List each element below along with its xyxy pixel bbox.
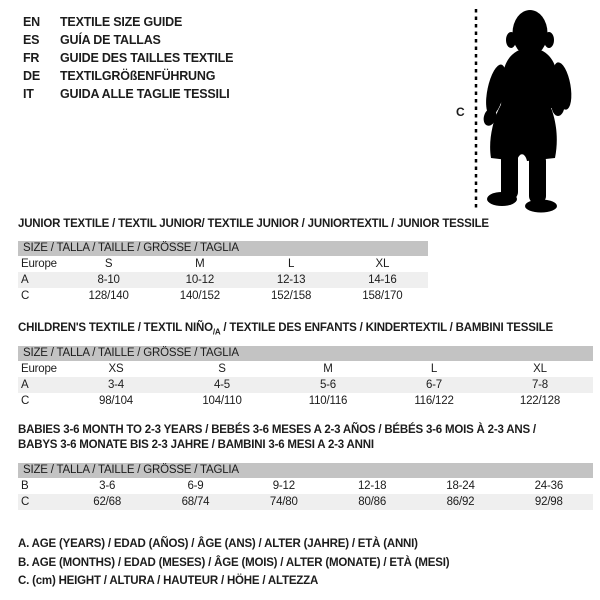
height-cell: 80/86 — [328, 494, 416, 510]
babies-size-table — [18, 463, 593, 510]
months-cell: 6-9 — [187, 480, 204, 492]
row-label: Europe — [21, 258, 57, 270]
children-heading-prefix: CHILDREN'S TEXTILE / TEXTIL NIÑO — [18, 322, 213, 334]
months-cell: 24-36 — [534, 480, 564, 492]
language-code: FR — [23, 51, 40, 65]
language-code: EN — [23, 15, 40, 29]
row-label: C — [18, 494, 63, 510]
age-cell: 8-10 — [63, 272, 154, 288]
size-cell: M — [323, 363, 333, 375]
height-cell: 74/80 — [240, 494, 328, 510]
size-header: SIZE / TALLA / TAILLE / GRÖSSE / TAGLIA — [18, 346, 593, 361]
table-row-europe — [18, 256, 428, 272]
height-cell: 98/104 — [99, 395, 133, 407]
guide-title: GUÍA DE TALLAS — [60, 33, 161, 47]
table-row-age — [18, 272, 428, 288]
footnote-age-months: B. AGE (MONTHS) / EDAD (MESES) / ÂGE (MOIS) / ALTER (MONATE) / ETÀ (MESI) — [18, 556, 450, 569]
size-cell: L — [430, 363, 438, 375]
months-cell: 3-6 — [99, 480, 116, 492]
table-row-height — [18, 288, 428, 304]
height-cell: 128/140 — [88, 290, 129, 302]
age-cell: 3-4 — [63, 377, 169, 393]
size-cell: S — [104, 258, 113, 270]
row-label: A — [18, 377, 63, 393]
language-row-de — [23, 67, 233, 85]
height-cell: 152/158 — [271, 290, 312, 302]
row-label: C — [21, 395, 30, 407]
footnote-height: C. (cm) HEIGHT / ALTURA / HAUTEUR / HÖHE / ALTEZZA — [18, 575, 319, 587]
size-cell: XL — [375, 258, 390, 270]
table-row-months — [18, 478, 593, 494]
junior-section-heading: JUNIOR TEXTILE / TEXTIL JUNIOR/ TEXTILE JUNIOR / JUNIORTEXTIL / JUNIOR TESSILE — [18, 218, 489, 230]
age-cell: 14-16 — [337, 272, 428, 288]
row-label: B — [21, 480, 29, 492]
months-cell: 18-24 — [446, 480, 475, 492]
table-row-europe — [18, 361, 593, 377]
table-row-height — [18, 393, 593, 409]
babies-section-heading — [18, 423, 536, 453]
children-section-heading — [18, 322, 553, 336]
height-cell: 86/92 — [416, 494, 504, 510]
row-label: C — [21, 290, 30, 302]
size-cell: XL — [533, 363, 547, 375]
height-cell: 158/170 — [362, 290, 403, 302]
height-cell: 116/122 — [414, 395, 454, 407]
age-cell: 6-7 — [381, 377, 487, 393]
language-row-en — [23, 13, 233, 31]
junior-size-table — [18, 241, 428, 304]
table-row-age — [18, 377, 593, 393]
age-cell: 4-5 — [169, 377, 275, 393]
guide-title: TEXTILE SIZE GUIDE — [60, 15, 183, 29]
language-row-it — [23, 85, 233, 103]
size-header-row — [18, 241, 428, 256]
row-label: Europe — [21, 363, 57, 375]
age-cell: 10-12 — [154, 272, 245, 288]
table-row-height — [18, 494, 593, 510]
language-code: ES — [23, 33, 40, 47]
children-size-table — [18, 346, 593, 409]
row-label: A — [18, 272, 63, 288]
babies-heading-line1: BABIES 3-6 MONTH TO 2-3 YEARS / BEBÉS 3-6 MESES A 2-3 AÑOS / BÉBÉS 3-6 MOIS À 2-3 ANS / — [18, 424, 536, 436]
footnote-legend — [18, 535, 449, 591]
height-cell: 122/128 — [519, 395, 561, 407]
age-cell: 12-13 — [246, 272, 337, 288]
footnote-age-years: A. AGE (YEARS) / EDAD (AÑOS) / ÂGE (ANS) / ALTER (JAHRE) / ETÀ (ANNI) — [18, 538, 418, 550]
height-cell: 62/68 — [63, 494, 151, 510]
age-cell: 7-8 — [487, 377, 593, 393]
height-cell: 140/152 — [179, 290, 220, 302]
guide-title: GUIDE DES TAILLES TEXTILE — [60, 51, 234, 65]
height-measure-label: C — [456, 105, 465, 119]
height-cell: 68/74 — [151, 494, 239, 510]
language-row-es — [23, 31, 233, 49]
size-cell: M — [195, 258, 205, 270]
language-code: DE — [23, 69, 40, 83]
babies-heading-line2: BABYS 3-6 MONATE BIS 2-3 JAHRE / BAMBINI 3-6 MESI A 2-3 ANNI — [18, 439, 374, 451]
months-cell: 9-12 — [272, 480, 295, 492]
guide-title: TEXTILGRÖßENFÜHRUNG — [60, 69, 216, 83]
size-cell: XS — [108, 363, 124, 375]
age-cell: 5-6 — [275, 377, 381, 393]
guide-title: GUIDA ALLE TAGLIE TESSILI — [60, 87, 230, 101]
height-measure-figure — [440, 0, 600, 215]
months-cell: 12-18 — [357, 480, 387, 492]
height-cell: 92/98 — [505, 494, 593, 510]
language-code: IT — [23, 87, 34, 101]
children-heading-subscript: /A — [212, 327, 221, 337]
size-cell: S — [218, 363, 226, 375]
size-header-row — [18, 346, 593, 361]
height-cell: 110/116 — [308, 395, 348, 407]
height-cell: 104/110 — [202, 395, 242, 407]
size-header: SIZE / TALLA / TAILLE / GRÖSSE / TAGLIA — [18, 463, 593, 478]
children-heading-suffix: / TEXTILE DES ENFANTS / KINDERTEXTIL / BAMBINI TESSILE — [220, 322, 553, 334]
size-header: SIZE / TALLA / TAILLE / GRÖSSE / TAGLIA — [18, 241, 428, 256]
language-title-list — [23, 13, 233, 103]
language-row-fr — [23, 49, 233, 67]
size-header-row — [18, 463, 593, 478]
size-cell: L — [288, 258, 295, 270]
